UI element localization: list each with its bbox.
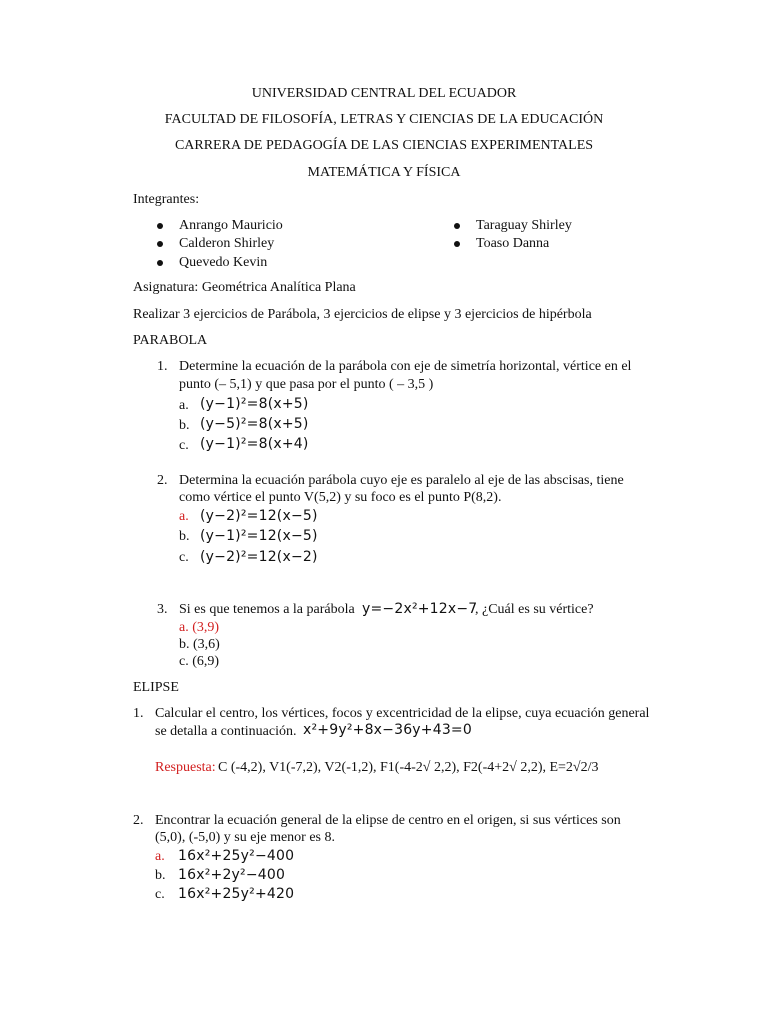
- option-label: c.: [155, 887, 165, 902]
- member-name: Quevedo Kevin: [179, 255, 268, 270]
- question-number: 1.: [157, 359, 168, 374]
- answer-text: C (-4,2), V1(-7,2), V2(-1,2), F1(-4-2√ 2,2), F2(-4+2√ 2,2), E=2√2/3: [218, 760, 599, 775]
- option-correct: a. (3,9): [179, 620, 220, 635]
- question-equation: y=−2x²+12x−7: [362, 601, 478, 617]
- question-number: 2.: [133, 813, 144, 828]
- option-equation: 16x²+25y²−400: [178, 848, 295, 864]
- question-text: punto (– 5,1) y que pasa por el punto ( – 3,5 ): [179, 377, 434, 392]
- option-label: b.: [179, 418, 190, 433]
- header-university: UNIVERSIDAD CENTRAL DEL ECUADOR: [251, 86, 517, 101]
- option-label: c.: [179, 550, 189, 565]
- instructions-line: Realizar 3 ejercicios de Parábola, 3 ejercicios de elipse y 3 ejercicios de hipérbola: [133, 307, 592, 322]
- question-text: Encontrar la ecuación general de la elipse de centro en el origen, si sus vértices son: [155, 813, 621, 828]
- question-text: , ¿Cuál es su vértice?: [475, 602, 594, 617]
- member-name: Taraguay Shirley: [476, 218, 572, 233]
- option-label-correct: a.: [155, 849, 165, 864]
- question-text: Si es que tenemos a la parábola: [179, 602, 355, 617]
- option-equation: (y−1)²=12(x−5): [200, 528, 318, 544]
- subject-line: Asignatura: Geométrica Analítica Plana: [133, 280, 356, 295]
- members-label: Integrantes:: [133, 192, 200, 207]
- question-text: Calcular el centro, los vértices, focos y excentricidad de la elipse, cuya ecuación general: [155, 706, 650, 721]
- section-heading-elipse: ELIPSE: [133, 680, 179, 695]
- header-career: CARRERA DE PEDAGOGÍA DE LAS CIENCIAS EXPERIMENTALES: [174, 138, 594, 153]
- bullet-icon: [157, 241, 163, 247]
- option-label: c.: [179, 438, 189, 453]
- question-text: Determine la ecuación de la parábola con eje de simetría horizontal, vértice en el: [179, 359, 632, 374]
- header-program: MATEMÁTICA Y FÍSICA: [307, 165, 461, 180]
- option-label: b.: [179, 529, 190, 544]
- question-number: 2.: [157, 473, 168, 488]
- option-label: a.: [179, 398, 189, 413]
- option-equation: (y−1)²=8(x+4): [200, 436, 309, 452]
- bullet-icon: [454, 241, 460, 247]
- option: c. (6,9): [179, 654, 220, 669]
- option-equation: (y−2)²=12(x−2): [200, 549, 318, 565]
- bullet-icon: [157, 223, 163, 229]
- section-heading-parabola: PARABOLA: [133, 333, 208, 348]
- option-equation: 16x²+25y²+420: [178, 886, 295, 902]
- member-name: Toaso Danna: [476, 236, 550, 251]
- bullet-icon: [157, 260, 163, 266]
- bullet-icon: [454, 223, 460, 229]
- answer-label: Respuesta:: [155, 760, 216, 775]
- member-name: Anrango Mauricio: [179, 218, 283, 233]
- question-text: como vértice el punto V(5,2) y su foco es el punto P(8,2).: [179, 490, 502, 505]
- question-text: se detalla a continuación.: [155, 724, 297, 739]
- option-label: b.: [155, 868, 166, 883]
- question-text: (5,0), (-5,0) y su eje menor es 8.: [155, 830, 336, 845]
- question-number: 1.: [133, 706, 144, 721]
- option: b. (3,6): [179, 637, 220, 652]
- option-label-correct: a.: [179, 509, 189, 524]
- question-equation: x²+9y²+8x−36y+43=0: [303, 722, 472, 738]
- question-number: 3.: [157, 602, 168, 617]
- question-text: Determina la ecuación parábola cuyo eje es paralelo al eje de las abscisas, tiene: [179, 473, 624, 488]
- option-equation: (y−5)²=8(x+5): [200, 416, 309, 432]
- option-equation: (y−2)²=12(x−5): [200, 508, 318, 524]
- member-name: Calderon Shirley: [179, 236, 275, 251]
- option-equation: 16x²+2y²−400: [178, 867, 286, 883]
- header-faculty: FACULTAD DE FILOSOFÍA, LETRAS Y CIENCIAS DE LA EDUCACIÓN: [164, 112, 604, 127]
- option-equation: (y−1)²=8(x+5): [200, 396, 309, 412]
